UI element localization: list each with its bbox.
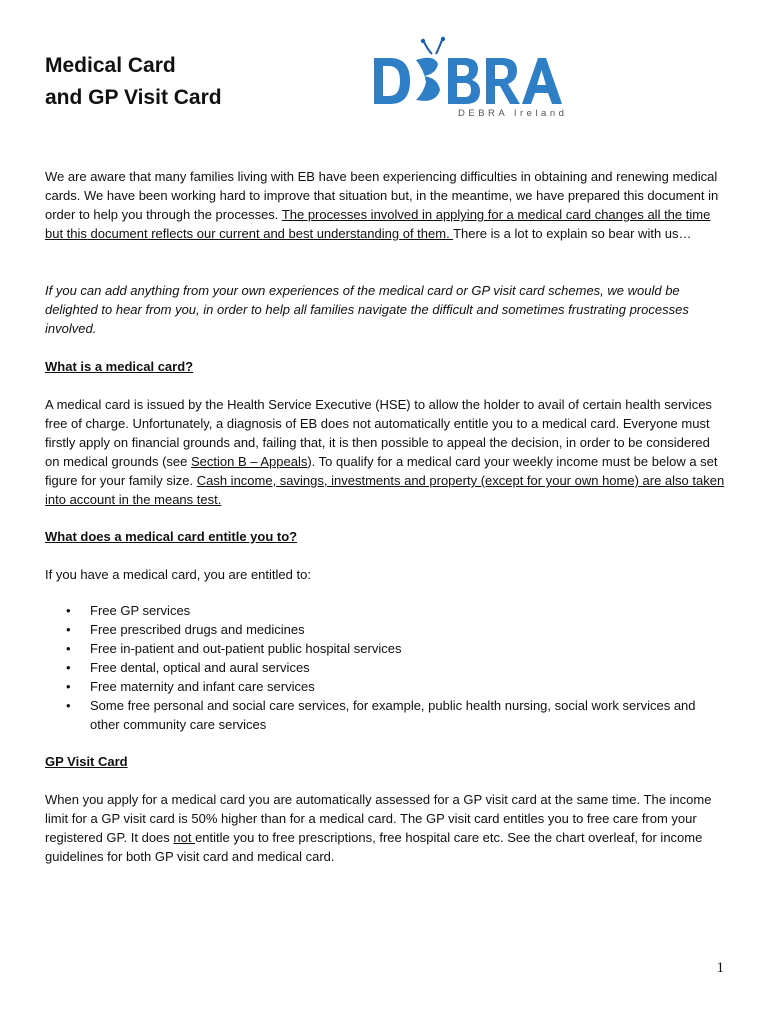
page-number: 1 [716,960,724,976]
entitlements-lead: If you have a medical card, you are entitled to: [45,567,311,582]
list-item: • Free GP services [45,601,725,620]
list-item: • Free prescribed drugs and medicines [45,620,725,639]
medical-card-paragraph [45,395,725,509]
logo-subtitle: DEBRA Ireland [458,108,568,119]
list-item: • Some free personal and social care services, for example, public health nursing, social work services and other community care services [45,696,725,734]
gp-visit-card-paragraph [45,790,725,866]
entitlements-list [45,601,725,734]
appeals-link[interactable]: Section B – Appeals [190,454,308,469]
section1-text-1: A medical card is issued by the Health Service Executive (HSE) to allow the holder to avail of certain health services free of charge. Unfortunately, a diagnosis of EB does not automatically entitle you to a medical card. Everyone must firstly apply on financial grounds and, failing that, it is then possible to appeal the decision, in order to be considered on medical grounds (see [45,397,712,469]
section3-underlined: not [173,830,196,845]
title-line-2: and GP Visit Card [45,86,222,109]
section-heading-entitlements: What does a medical card entitle you to? [45,529,298,544]
section3-text-1: When you apply for a medical card you are automatically assessed for a GP visit card at the same time. The income limit for a GP visit card is 50% higher than for a medical card. The GP visit card entitles you to free care from your registered GP. It does [45,792,712,845]
list-item: • Free in-patient and out-patient public hospital services [45,639,725,658]
intro-text-1: We are aware that many families living with EB have been experiencing difficulties in obtaining and renewing medical cards. We have been working hard to improve that situation but, in the meantime, we have prepared this document in order to help you through the processes. [45,169,719,222]
italic-note: If you can add anything from your own experiences of the medical card or GP visit card schemes, we would be delighted to hear from you, in order to help all families navigate the difficult and sometimes frustrating processes involved. [45,283,689,336]
section1-underlined: Cash income, savings, investments and property (except for your own home) are also taken into account in the means test. [45,473,725,507]
intro-paragraph [45,167,725,243]
intro-text-2: There is a lot to explain so bear with us… [453,226,692,241]
list-item: • Free dental, optical and aural services [45,658,725,677]
list-item: • Free maternity and infant care services [45,677,725,696]
section3-text-2: entitle you to free prescriptions, free hospital care etc. See the chart overleaf, for income guidelines for both GP visit card and medical card. [45,830,703,864]
title-line-1: Medical Card [45,54,176,77]
page-title [45,50,222,114]
section1-text-2: ). To qualify for a medical card your weekly income must be below a set figure for your family size. [45,454,718,488]
section-heading-medical-card: What is a medical card? [45,359,194,374]
intro-underlined: The processes involved in applying for a medical card changes all the time but this document reflects our current and best understanding of them. [45,207,711,241]
section-heading-gp-visit-card: GP Visit Card [45,754,128,769]
